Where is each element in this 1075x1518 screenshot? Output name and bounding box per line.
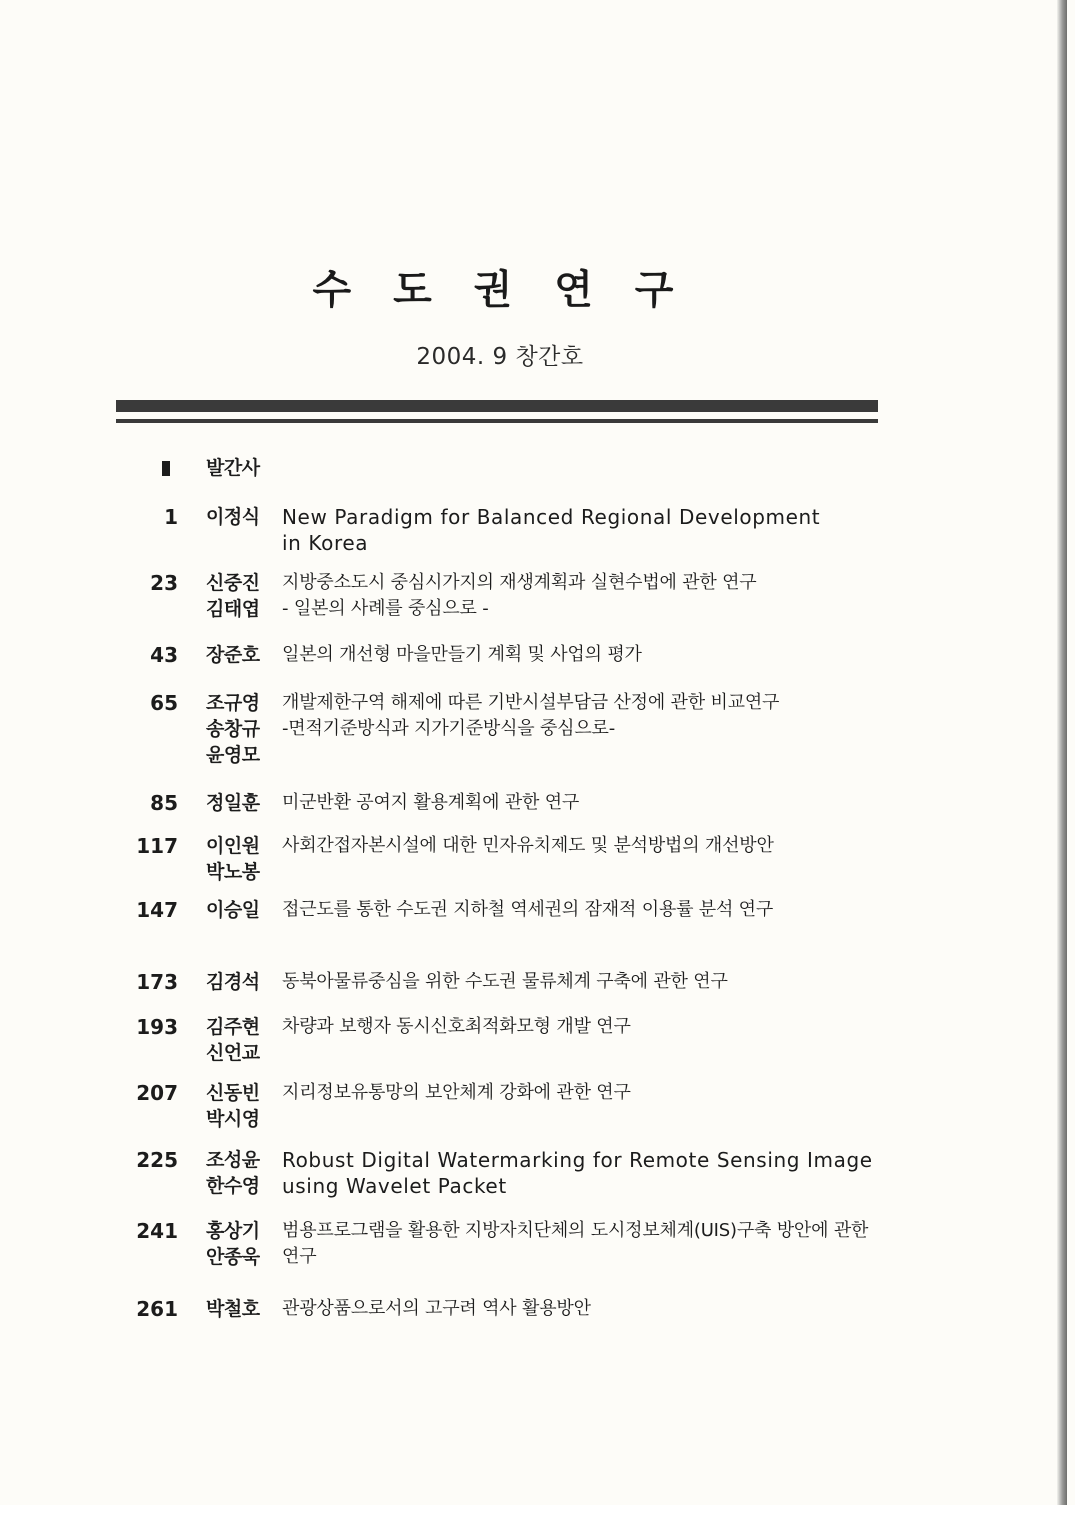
toc-author: 홍상기 [206,1220,260,1242]
toc-page-number: 225 [136,1148,178,1172]
toc-page-number: 23 [150,571,178,595]
toc-page-number: 85 [150,791,178,815]
toc-page-number: 65 [150,691,178,715]
toc-article-title [282,690,872,742]
toc-authors [206,690,276,768]
toc-author: 신언교 [206,1042,260,1064]
header-rule-thick [116,400,878,412]
toc-author: 정일훈 [206,792,260,814]
toc-authors [206,504,276,530]
toc-title-line: 사회간접자본시설에 대한 민자유치제도 및 분석방법의 개선방안 [282,835,774,856]
toc-article-title [282,570,872,622]
toc-author: 안종욱 [206,1246,260,1268]
toc-page-number: 241 [136,1219,178,1243]
toc-authors [206,1296,276,1322]
preface-label: 발간사 [206,457,260,479]
toc-author: 송창규 [206,718,260,740]
toc-page-number: 193 [136,1015,178,1039]
toc-title-line: -면적기준방식과 지가기준방식을 중심으로- [282,718,616,739]
toc-authors [206,1080,276,1132]
toc-author: 김태엽 [206,598,260,620]
toc-title-line: 개발제한구역 해제에 따른 기반시설부담금 산정에 관한 비교연구 [282,692,780,713]
journal-issue: 2004. 9 창간호 [416,344,584,370]
toc-title-line: 동북아물류중심을 위한 수도권 물류체계 구축에 관한 연구 [282,971,728,992]
toc-title-line: 지방중소도시 중심시가지의 재생계획과 실현수법에 관한 연구 [282,572,757,593]
toc-author: 김경석 [206,971,260,993]
toc-title-line: Robust Digital Watermarking for Remote Sensing Image [282,1148,873,1172]
toc-article-title [282,1014,872,1040]
toc-author: 박시영 [206,1108,260,1130]
toc-page-number: 173 [136,970,178,994]
toc-author: 김주현 [206,1016,260,1038]
toc-article-title [282,833,872,859]
toc-author: 신중진 [206,572,260,594]
toc-authors [206,969,276,995]
toc-article-title [282,1296,872,1322]
toc-page-number: 43 [150,643,178,667]
toc-title-line: 접근도를 통한 수도권 지하철 역세권의 잠재적 이용률 분석 연구 [282,899,774,920]
toc-author: 윤영모 [206,744,260,766]
toc-title-line: - 일본의 사례를 중심으로 - [282,598,489,619]
toc-article-title [282,1080,872,1106]
toc-page-number: 117 [136,834,178,858]
toc-article-title [282,969,872,995]
toc-title-line: 일본의 개선형 마을만들기 계획 및 사업의 평가 [282,644,642,665]
toc-authors [206,790,276,816]
toc-page-number: 147 [136,898,178,922]
toc-article-title [282,790,872,816]
toc-author: 이정식 [206,506,260,528]
toc-article-title [282,504,872,556]
toc-author: 신동빈 [206,1082,260,1104]
header-rule-thin [116,419,878,423]
toc-article-title [282,1147,872,1199]
toc-title-line: 범용프로그램을 활용한 지방자치단체의 도시정보체계(UIS)구축 방안에 관한 [282,1220,869,1241]
toc-author: 박노봉 [206,861,260,883]
toc-page-number: 207 [136,1081,178,1105]
toc-title-line: 연구 [282,1246,317,1267]
page-edge-shadow [1057,0,1067,1505]
toc-author: 한수영 [206,1175,260,1197]
page-bottom-edge [0,1505,1075,1518]
toc-title-line: New Paradigm for Balanced Regional Development [282,505,821,529]
toc-authors [206,1147,276,1199]
toc-authors [206,897,276,923]
toc-author: 이인원 [206,835,260,857]
journal-title: 수 도 권 연 구 [312,267,688,313]
toc-author: 이승일 [206,899,260,921]
toc-authors [206,1014,276,1066]
toc-article-title [282,1218,872,1270]
toc-article-title [282,897,872,923]
toc-authors [206,833,276,885]
toc-authors [206,570,276,622]
toc-authors [206,1218,276,1270]
toc-author: 조성윤 [206,1149,260,1171]
toc-title-line: in Korea [282,531,369,555]
toc-author: 박철호 [206,1298,260,1320]
toc-title-line: 관광상품으로서의 고구려 역사 활용방안 [282,1298,591,1319]
toc-page-number: 1 [164,505,178,529]
toc-title-line: 차량과 보행자 동시신호최적화모형 개발 연구 [282,1016,631,1037]
toc-page-number: 261 [136,1297,178,1321]
toc-title-line: using Wavelet Packet [282,1174,507,1198]
toc-author: 장준호 [206,644,260,666]
toc-author: 조규영 [206,692,260,714]
bullet-marker [162,461,170,476]
toc-article-title [282,642,872,668]
toc-authors [206,642,276,668]
toc-title-line: 미군반환 공여지 활용계획에 관한 연구 [282,792,580,813]
toc-title-line: 지리정보유통망의 보안체계 강화에 관한 연구 [282,1082,631,1103]
